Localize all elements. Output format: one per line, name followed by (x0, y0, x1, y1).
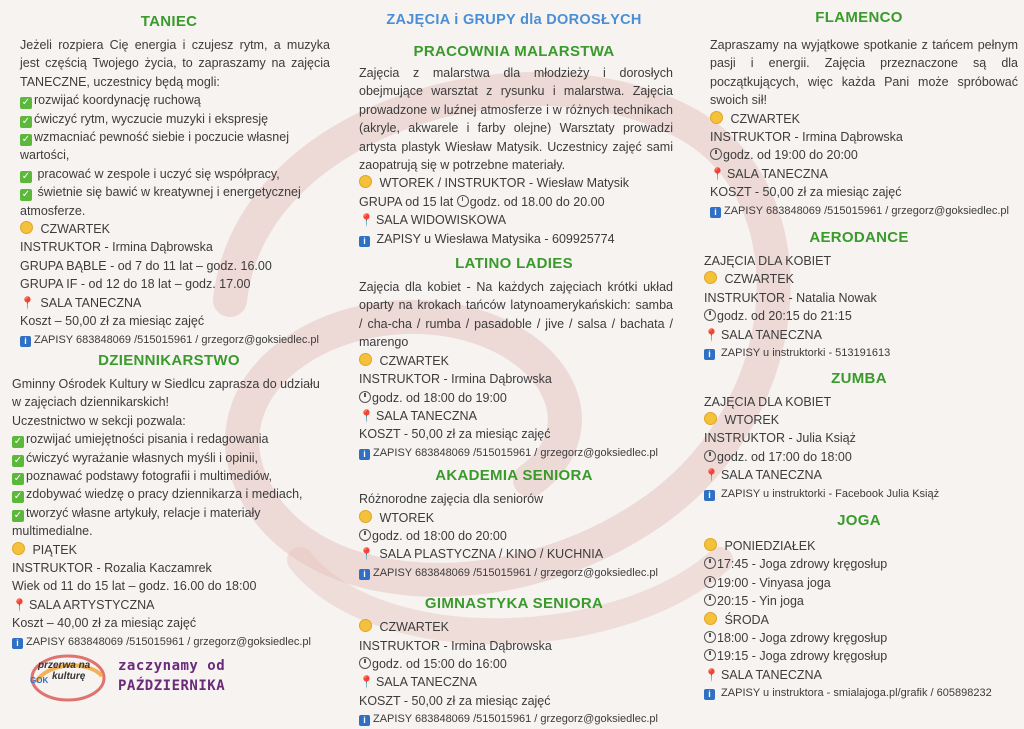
gimnastyka-day: CZWARTEK (376, 620, 449, 635)
clock-icon (704, 557, 716, 569)
dziennikarstwo-contact: ZAPISY 683848069 /515015961 / grzegorz@goksiedlec.pl (26, 635, 311, 648)
taniec-group-2: GRUPA IF - od 12 do 18 lat – godz. 17.00 (20, 277, 251, 292)
clock-icon (704, 576, 716, 588)
joga-title: JOGA (837, 511, 881, 529)
dziennikarstwo-bullet: poznawać podstawy fotografii i multimediów, (26, 468, 272, 483)
info-icon: i (359, 569, 370, 580)
logo-text-2: kulturę (52, 671, 86, 682)
joga-day-2: ŚRODA (721, 612, 769, 627)
clock-icon (704, 450, 716, 462)
clock-icon (359, 657, 371, 669)
calendar-sun-icon (20, 221, 33, 234)
flamenco-room: SALA TANECZNA (726, 166, 828, 181)
joga-room: SALA TANECZNA (720, 667, 822, 682)
latino-desc: Zajęcia dla kobiet - Na każdych zajęciach krótki układ oparty na krokach tańców latynoamerykańskich: samba / cha-cha / rumba / pasadoble / jive / salsa / bachata / marengo (359, 280, 673, 350)
check-icon: ✓ (21, 134, 31, 146)
flamenco-instructor: INSTRUKTOR - Irmina Dąbrowska (710, 130, 903, 145)
location-pin-icon: 📍 (359, 675, 374, 690)
info-icon: i (704, 349, 715, 360)
dziennikarstwo-room: SALA ARTYSTYCZNA (28, 597, 155, 612)
zumba-hours: godz. od 17:00 do 18:00 (717, 449, 852, 464)
info-icon: i (20, 336, 31, 347)
aerodance-title: AERODANCE (809, 229, 909, 247)
taniec-intro: Jeżeli rozpiera Cię energia i czujesz rytm, a muzyka jest częścią Twojego życia, to zapraszamy na zajęcia TANECZNE, uczestnicy będą mogli: (20, 38, 330, 89)
latino-title: LATINO LADIES (455, 255, 573, 273)
dziennikarstwo-group: Wiek od 11 do 15 lat – godz. 16.00 do 18:00 (12, 579, 257, 594)
dziennikarstwo-lead: Uczestnictwo w sekcji pozwala: (12, 413, 186, 428)
taniec-room: SALA TANECZNA (36, 295, 142, 310)
taniec-title: TANIEC (140, 13, 198, 30)
joga-mon-1: 17:45 - Joga zdrowy kręgosłup (717, 557, 888, 572)
flamenco-title: FLAMENCO (815, 9, 903, 26)
aerodance-day: CZWARTEK (721, 272, 794, 287)
dziennikarstwo-bullet: ćwiczyć wyrażanie własnych myśli i opinii, (26, 450, 259, 465)
gimnastyka-title: GIMNASTYKA SENIORA (424, 595, 604, 613)
info-icon: i (359, 715, 370, 726)
latino-hours: godz. od 18:00 do 19:00 (372, 390, 507, 405)
column-middle (355, 0, 673, 729)
info-icon: i (710, 207, 721, 218)
joga-contact: ZAPISY u instruktora - smialajoga.pl/grafik / 605898232 (718, 687, 992, 700)
check-icon: ✓ (21, 115, 31, 127)
clock-icon (704, 631, 716, 643)
malarstwo-room: SALA WIDOWISKOWA (375, 213, 507, 228)
zumba-title: ZUMBA (831, 369, 887, 387)
joga-wed-2: 19:15 - Joga zdrowy kręgosłup (717, 649, 888, 664)
calendar-sun-icon (704, 612, 717, 625)
akademia-room: SALA PLASTYCZNA / KINO / KUCHNIA (375, 547, 604, 562)
check-icon: ✓ (13, 472, 23, 484)
clock-icon (704, 309, 716, 321)
taniec-day: CZWARTEK (37, 222, 110, 237)
clock-icon (710, 148, 722, 160)
malarstwo-day: WTOREK / INSTRUKTOR - Wiesław Matysik (376, 176, 630, 191)
joga-mon-3: 20:15 - Yin joga (717, 594, 804, 609)
info-icon: i (359, 236, 370, 247)
check-icon: ✓ (21, 189, 31, 201)
taniec-cost: Koszt – 50,00 zł za miesiąc zajęć (20, 314, 205, 329)
zumba-contact: ZAPISY u instruktorki - Facebook Julia Książ (718, 487, 940, 500)
gimnastyka-contact: ZAPISY 683848069 /515015961 / grzegorz@goksiedlec.pl (373, 713, 658, 726)
check-icon: ✓ (21, 97, 31, 109)
akademia-contact: ZAPISY 683848069 /515015961 / grzegorz@goksiedlec.pl (373, 566, 658, 579)
akademia-hours: godz. od 18:00 do 20:00 (372, 528, 507, 543)
dziennikarstwo-instructor: INSTRUKTOR - Rozalia Kaczamrek (12, 560, 212, 575)
latino-day: CZWARTEK (376, 353, 449, 368)
logo-text-1: przerwa na (38, 660, 91, 671)
dziennikarstwo-title: DZIENNIKARSTWO (98, 351, 240, 369)
flamenco-contact: ZAPISY 683848069 /515015961 / grzegorz@goksiedlec.pl (724, 204, 1009, 217)
zumba-room: SALA TANECZNA (720, 468, 822, 483)
calendar-sun-icon (359, 619, 372, 632)
flamenco-desc: Zapraszamy na wyjątkowe spotkanie z tańcem pełnym pasji i energii. Zajęcia przeznaczone są dla początkujących, więc każda Pani może spróbować swoich sił! (710, 38, 1018, 108)
aerodance-hours: godz. od 20:15 do 21:15 (717, 309, 852, 324)
check-icon: ✓ (13, 436, 23, 448)
taniec-instructor: INSTRUKTOR - Irmina Dąbrowska (20, 240, 213, 255)
taniec-group-1: GRUPA BĄBLE - od 7 do 11 lat – godz. 16.00 (20, 258, 272, 273)
column-left (8, 0, 330, 651)
malarstwo-group: GRUPA od 15 lat (359, 194, 457, 209)
zumba-day: WTOREK (721, 412, 780, 427)
check-icon: ✓ (13, 509, 23, 521)
calendar-sun-icon (704, 412, 717, 425)
joga-wed-1: 18:00 - Joga zdrowy kręgosłup (717, 630, 888, 645)
aerodance-room: SALA TANECZNA (720, 327, 822, 342)
dziennikarstwo-bullet: tworzyć własne artykuły, relacje i materiały multimedialne. (12, 505, 261, 539)
location-pin-icon: 📍 (20, 295, 35, 310)
aerodance-for: ZAJĘCIA DLA KOBIET (704, 254, 832, 269)
clock-icon (359, 391, 371, 403)
taniec-bullet: ćwiczyć rytm, wyczucie muzyki i ekspresję (34, 111, 269, 126)
check-icon: ✓ (13, 491, 23, 503)
dziennikarstwo-cost: Koszt – 40,00 zł za miesiąc zajęć (12, 616, 197, 631)
info-icon: i (704, 689, 715, 700)
taniec-bullet: świetnie się bawić w kreatywnej i energetycznej atmosferze. (20, 185, 301, 218)
dziennikarstwo-intro: Gminny Ośrodek Kultury w Siedlcu zaprasza do udziału w zajęciach dziennikarskich! (12, 376, 320, 410)
location-pin-icon: 📍 (710, 166, 725, 181)
latino-instructor: INSTRUKTOR - Irmina Dąbrowska (359, 372, 552, 387)
check-icon: ✓ (13, 454, 23, 466)
taniec-contact: ZAPISY 683848069 /515015961 / grzegorz@goksiedlec.pl (34, 333, 319, 346)
akademia-title: AKADEMIA SENIORA (435, 467, 593, 485)
location-pin-icon: 📍 (359, 408, 374, 423)
aerodance-instructor: INSTRUKTOR - Natalia Nowak (704, 290, 877, 305)
calendar-sun-icon (359, 175, 372, 188)
aerodance-contact: ZAPISY u instruktorki - 513191613 (718, 347, 891, 360)
taniec-bullet: wzmacniać pewność siebie i poczucie własnej wartości, (20, 130, 289, 163)
flamenco-day: CZWARTEK (727, 111, 800, 126)
malarstwo-title: PRACOWNIA MALARSTWA (413, 43, 615, 60)
calendar-sun-icon (704, 538, 717, 551)
dziennikarstwo-bullet: rozwijać umiejętności pisania i redagowania (26, 432, 269, 447)
zumba-for: ZAJĘCIA DLA KOBIET (704, 394, 832, 409)
malarstwo-hours: godz. od 18.00 do 20.00 (469, 194, 605, 209)
zumba-instructor: INSTRUKTOR - Julia Książ (704, 431, 856, 446)
info-icon: i (359, 449, 370, 460)
calendar-sun-icon (359, 353, 372, 366)
location-pin-icon: 📍 (12, 597, 27, 612)
calendar-sun-icon (12, 542, 25, 555)
flamenco-cost: KOSZT - 50,00 zł za miesiąc zajęć (710, 185, 902, 200)
calendar-sun-icon (710, 111, 723, 124)
malarstwo-contact: ZAPISY u Wiesława Matysika - 609925774 (373, 231, 615, 246)
calendar-sun-icon (704, 271, 717, 284)
gimnastyka-instructor: INSTRUKTOR - Irmina Dąbrowska (359, 638, 552, 653)
start-date-banner (118, 656, 225, 696)
akademia-desc: Różnorodne zajęcia dla seniorów (359, 492, 544, 507)
joga-mon-2: 19:00 - Vinyasa joga (717, 575, 831, 590)
gimnastyka-room: SALA TANECZNA (375, 675, 477, 690)
info-icon: i (12, 638, 23, 649)
check-icon: ✓ (21, 170, 31, 182)
location-pin-icon: 📍 (359, 547, 374, 562)
akademia-day: WTOREK (376, 510, 435, 525)
latino-room: SALA TANECZNA (375, 408, 477, 423)
start-line-1: zaczynamy od (118, 658, 226, 674)
dziennikarstwo-day: PIĄTEK (29, 542, 77, 557)
logo-gok: GOK (30, 676, 49, 685)
clock-icon (457, 195, 469, 207)
gimnastyka-cost: KOSZT - 50,00 zł za miesiąc zajęć (359, 693, 551, 708)
clock-icon (704, 594, 716, 606)
gimnastyka-hours: godz. od 15:00 do 16:00 (372, 656, 507, 671)
malarstwo-desc: Zajęcia z malarstwa dla młodzieży i dorosłych obejmujące warsztat z rysunku i malarstwa. Zajęcia prowadzone w luźnej atmosferze i w różnych technikach (akryle, akwarele i farby olejne) Warsztaty prowadzi artysta plastyk Wiesław Matysik. Uczestnicy zajęć sami zaopatrują się w potrzebne materiały. (359, 66, 673, 173)
taniec-bullet: rozwijać koordynację ruchową (34, 93, 201, 108)
joga-day-1: PONIEDZIAŁEK (721, 538, 816, 553)
clock-icon (359, 529, 371, 541)
latino-contact: ZAPISY 683848069 /515015961 / grzegorz@goksiedlec.pl (373, 446, 658, 459)
location-pin-icon: 📍 (704, 667, 719, 682)
flamenco-hours: godz. od 19:00 do 20:00 (723, 148, 858, 163)
latino-cost: KOSZT - 50,00 zł za miesiąc zajęć (359, 427, 551, 442)
main-title: ZAJĘCIA i GRUPY dla DOROSŁYCH (386, 12, 642, 28)
column-right (700, 0, 1018, 703)
calendar-sun-icon (359, 510, 372, 523)
taniec-bullet: pracować w zespole i uczyć się współpracy, (34, 166, 280, 181)
clock-icon (704, 649, 716, 661)
info-icon: i (704, 490, 715, 501)
start-line-2: PAŹDZIERNIKA (118, 678, 226, 694)
location-pin-icon: 📍 (704, 327, 719, 342)
dziennikarstwo-bullet: zdobywać wiedzę o pracy dziennikarza i mediach, (26, 487, 303, 502)
location-pin-icon: 📍 (704, 468, 719, 483)
gok-logo (28, 652, 108, 704)
location-pin-icon: 📍 (359, 213, 374, 228)
